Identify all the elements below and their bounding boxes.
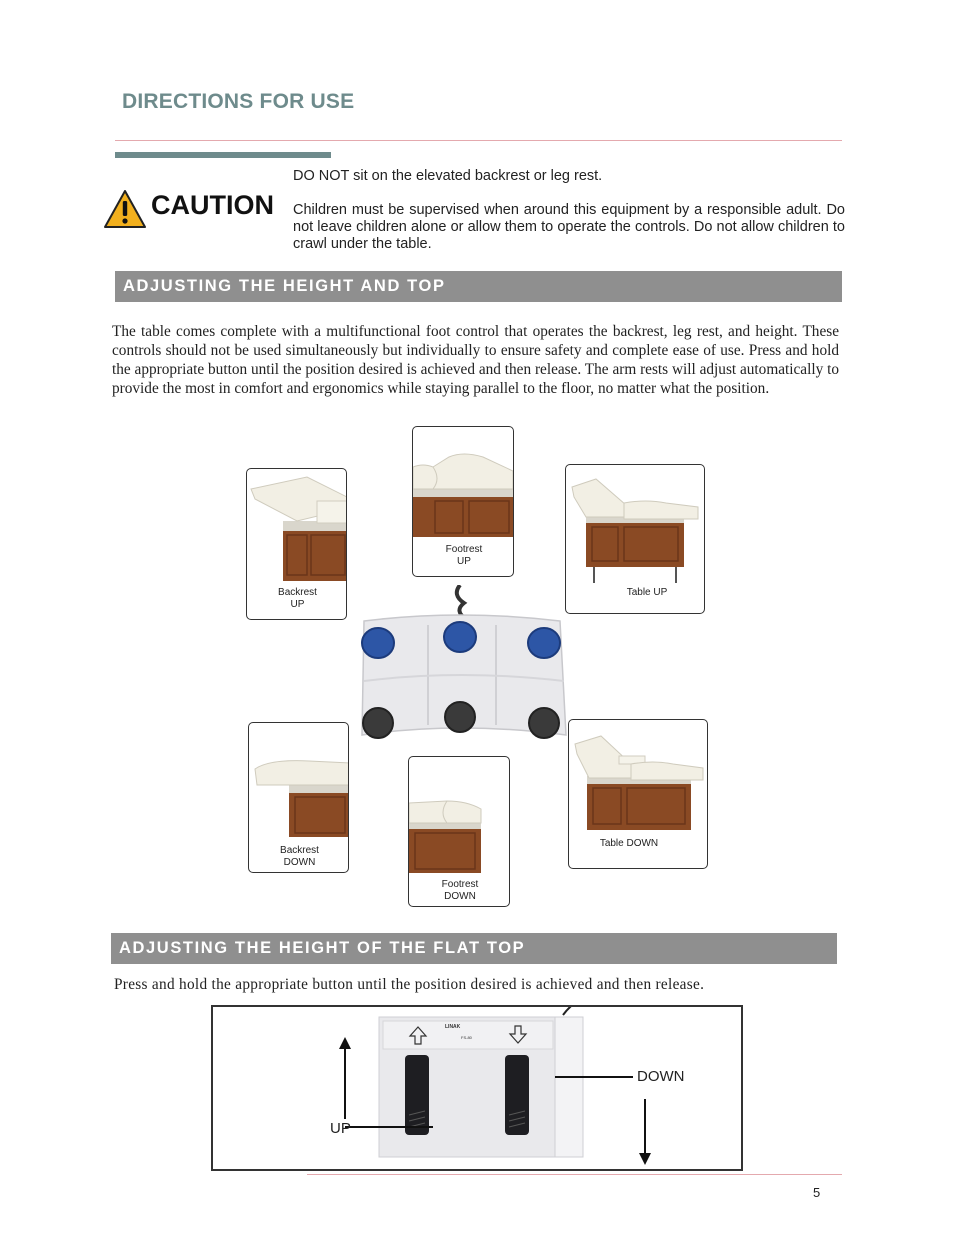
caption-footrest-up-2: UP	[457, 556, 471, 567]
table-backrest-down-image	[249, 723, 349, 839]
table-up-image	[566, 465, 705, 585]
caption-table-down: Table DOWN	[599, 838, 659, 849]
table-down-image	[569, 720, 708, 835]
caption-footrest-down-2: DOWN	[444, 891, 476, 902]
table-up-card	[565, 464, 705, 614]
section-heading-height-and-top: ADJUSTING THE HEIGHT AND TOP	[115, 271, 842, 302]
section2-body: Press and hold the appropriate button until the position desired is achieved and then release.	[114, 976, 705, 993]
label-down: DOWN	[637, 1068, 685, 1085]
footer-rule	[307, 1174, 842, 1175]
label-up: UP	[330, 1120, 351, 1137]
flat-top-diagram	[211, 1005, 743, 1171]
header-rule	[115, 140, 842, 141]
table-down-card	[568, 719, 708, 869]
height-pedal-image	[213, 1007, 741, 1169]
pedal-brand: LINAK	[445, 1024, 461, 1030]
footrest-up-card	[412, 426, 514, 577]
backrest-up-card	[246, 468, 347, 620]
table-backrest-up-image	[247, 469, 347, 581]
caution-line-1: DO NOT sit on the elevated backrest or leg rest.	[293, 168, 603, 184]
caption-table-up: Table UP	[626, 587, 668, 598]
warning-triangle-icon	[103, 189, 147, 229]
caption-footrest-up-1: Footrest	[445, 544, 483, 555]
accent-bar	[115, 152, 331, 158]
caution-label: CAUTION	[151, 190, 274, 220]
pedal-model: FS-80	[461, 1035, 472, 1040]
table-footrest-up-image	[413, 427, 514, 537]
caption-footrest-down-1: Footrest	[441, 879, 479, 890]
backrest-down-card	[248, 722, 349, 873]
section-heading-flat-top: ADJUSTING THE HEIGHT OF THE FLAT TOP	[111, 933, 837, 964]
caption-backrest-down-1: Backrest	[280, 845, 319, 856]
caution-line-2: Children must be supervised when around this equipment by a responsible adult. Do not leave children alone or allow them to operate the controls. Do not allow children to crawl under the table.	[293, 202, 845, 252]
foot-control-image	[356, 585, 568, 745]
section1-body: The table comes complete with a multifunctional foot control that operates the backrest, leg rest, and height. These controls should not be used simultaneously but individually to ensure safety and complete ease of use. Press and hold the appropriate button until the position desired is achieved and then release. The arm rests will adjust automatically to provide the most in comfort and ergonomics while staying parallel to the floor, no matter what the position.	[112, 323, 839, 397]
footrest-down-card	[408, 756, 510, 907]
page-number: 5	[813, 1185, 821, 1200]
caption-backrest-up-1: Backrest	[278, 587, 317, 598]
page-title: DIRECTIONS FOR USE	[122, 90, 355, 113]
caption-backrest-down-2: DOWN	[283, 857, 316, 868]
table-footrest-down-image	[409, 757, 510, 875]
caption-backrest-up-2: UP	[290, 599, 305, 610]
